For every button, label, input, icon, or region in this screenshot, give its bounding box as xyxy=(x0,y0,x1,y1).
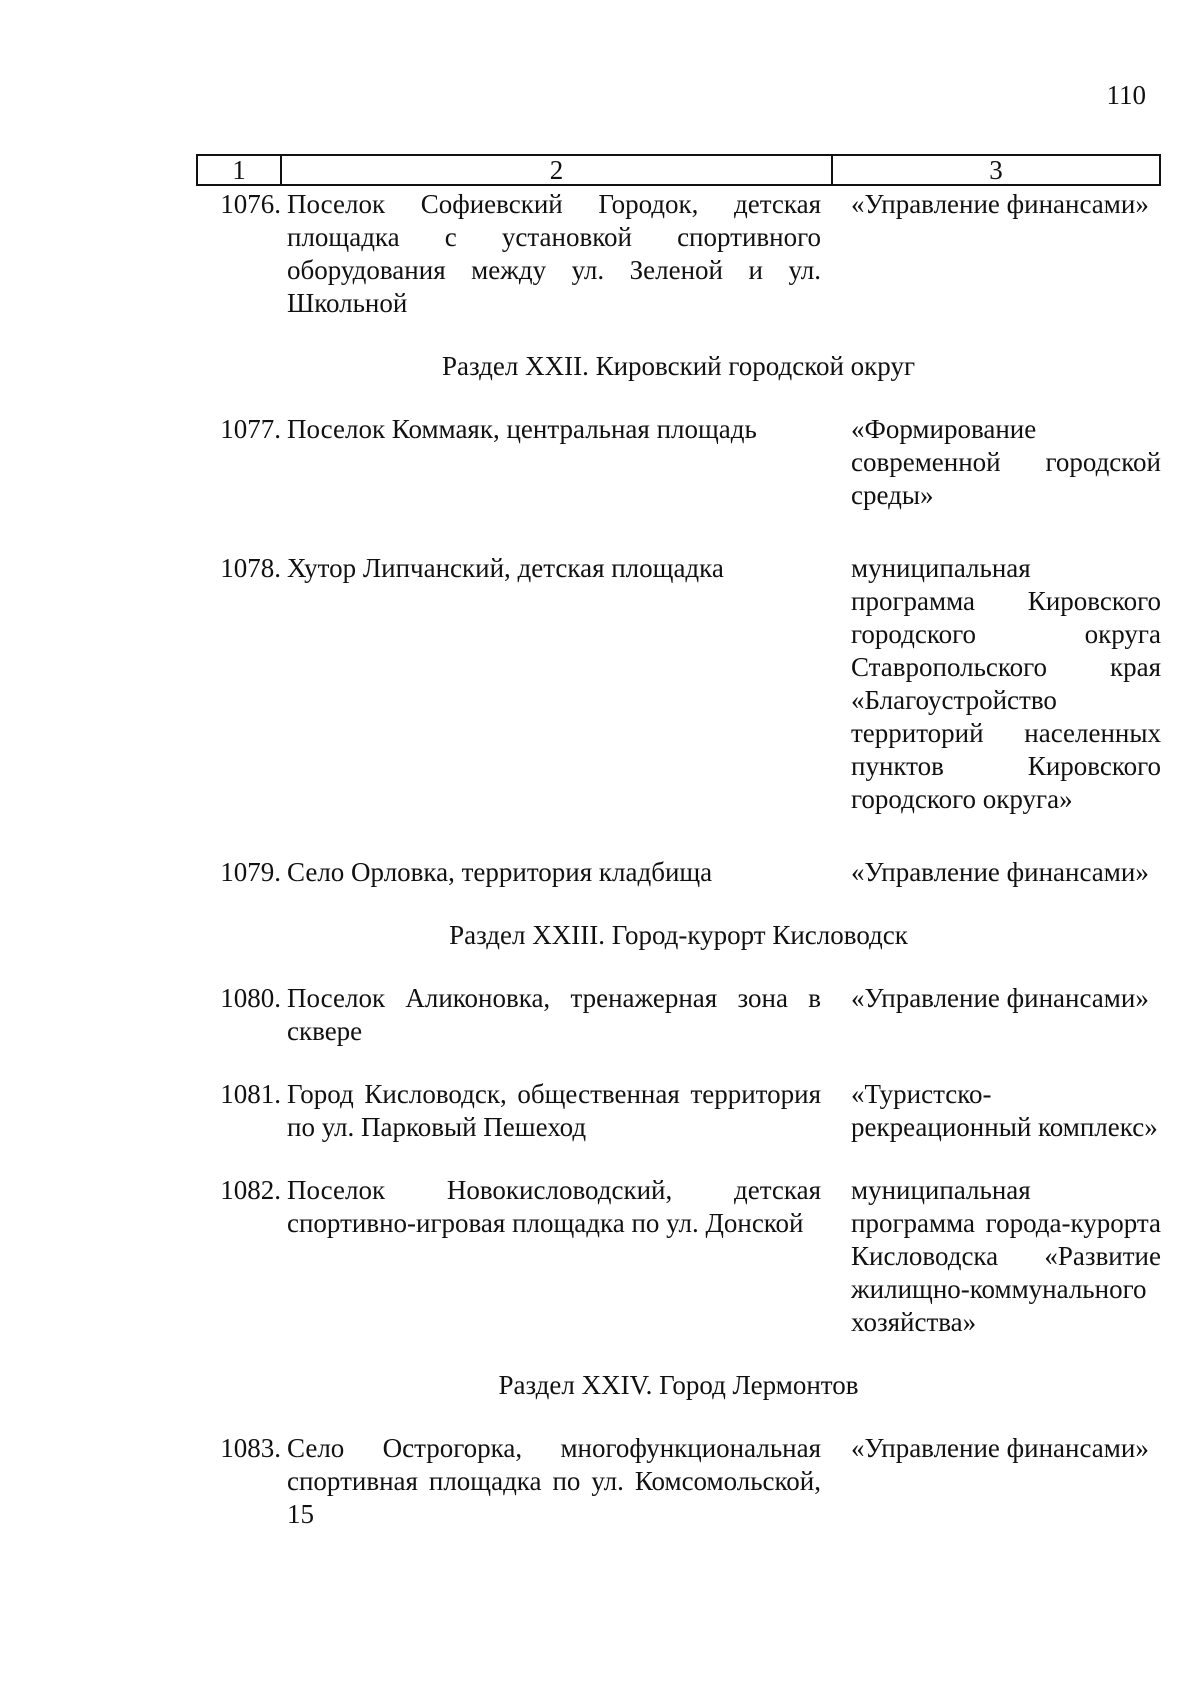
row-number: 1077. xyxy=(220,414,281,444)
row-program: муниципальная программа города-курорта Кисловодска «Развитие жилищно-коммунального хозяйства» xyxy=(851,1175,1161,1337)
row-location: Поселок Аликоновка, тренажерная зона в сквере xyxy=(287,983,821,1046)
row-number: 1082. xyxy=(220,1175,281,1205)
column-header-row xyxy=(196,154,1161,186)
row-program: «Туристско-рекреационный комплекс» xyxy=(851,1079,1158,1142)
row-location: Город Кисловодск, общественная территория по ул. Парковый Пешеход xyxy=(287,1079,821,1142)
row-number: 1079. xyxy=(220,857,281,887)
row-number: 1081. xyxy=(220,1079,281,1109)
table-row xyxy=(196,982,1161,1048)
table-row xyxy=(196,1174,1161,1339)
row-location: Село Острогорка, многофункциональная спортивная площадка по ул. Комсомольской, 15 xyxy=(287,1433,821,1529)
table-row xyxy=(196,1078,1161,1144)
section-heading: Раздел XXII. Кировский городской округ xyxy=(441,351,916,381)
page-number: 110 xyxy=(1106,80,1146,110)
table-row xyxy=(196,856,1161,889)
column-header-1: 1 xyxy=(198,156,282,184)
row-program: муниципальная программа Кировского городского округа Ставропольского края «Благоустройство территорий населенных пунктов Кировского городского округа» xyxy=(851,553,1161,814)
table-row xyxy=(196,552,1161,816)
section-heading: Раздел XXIV. Город Лермонтов xyxy=(498,1370,859,1400)
row-program: «Формирование современной городской среды» xyxy=(851,414,1161,510)
row-program: «Управление финансами» xyxy=(851,1433,1149,1463)
row-program: «Управление финансами» xyxy=(851,857,1149,887)
row-location: Хутор Липчанский, детская площадка xyxy=(287,553,724,583)
table-row xyxy=(196,188,1161,320)
row-number: 1083. xyxy=(220,1433,281,1463)
row-number: 1078. xyxy=(220,553,281,583)
section-heading: Раздел XXIII. Город-курорт Кисловодск xyxy=(449,920,908,950)
row-location: Поселок Новокисловодский, детская спортивно-игровая площадка по ул. Донской xyxy=(287,1175,821,1238)
row-location: Поселок Коммаяк, центральная площадь xyxy=(287,414,757,444)
row-number: 1076. xyxy=(220,189,281,219)
row-location: Поселок Софиевский Городок, детская площадка с установкой спортивного оборудования между ул. Зеленой и ул. Школьной xyxy=(287,189,821,318)
row-number: 1080. xyxy=(220,983,281,1013)
document-body xyxy=(196,188,1161,1531)
table-row xyxy=(196,413,1161,512)
row-location: Село Орловка, территория кладбища xyxy=(287,857,713,887)
column-header-3: 3 xyxy=(989,155,1003,185)
column-header-2: 2 xyxy=(282,156,833,184)
row-program: «Управление финансами» xyxy=(851,189,1149,219)
row-program: «Управление финансами» xyxy=(851,983,1149,1013)
table-row xyxy=(196,1432,1161,1531)
